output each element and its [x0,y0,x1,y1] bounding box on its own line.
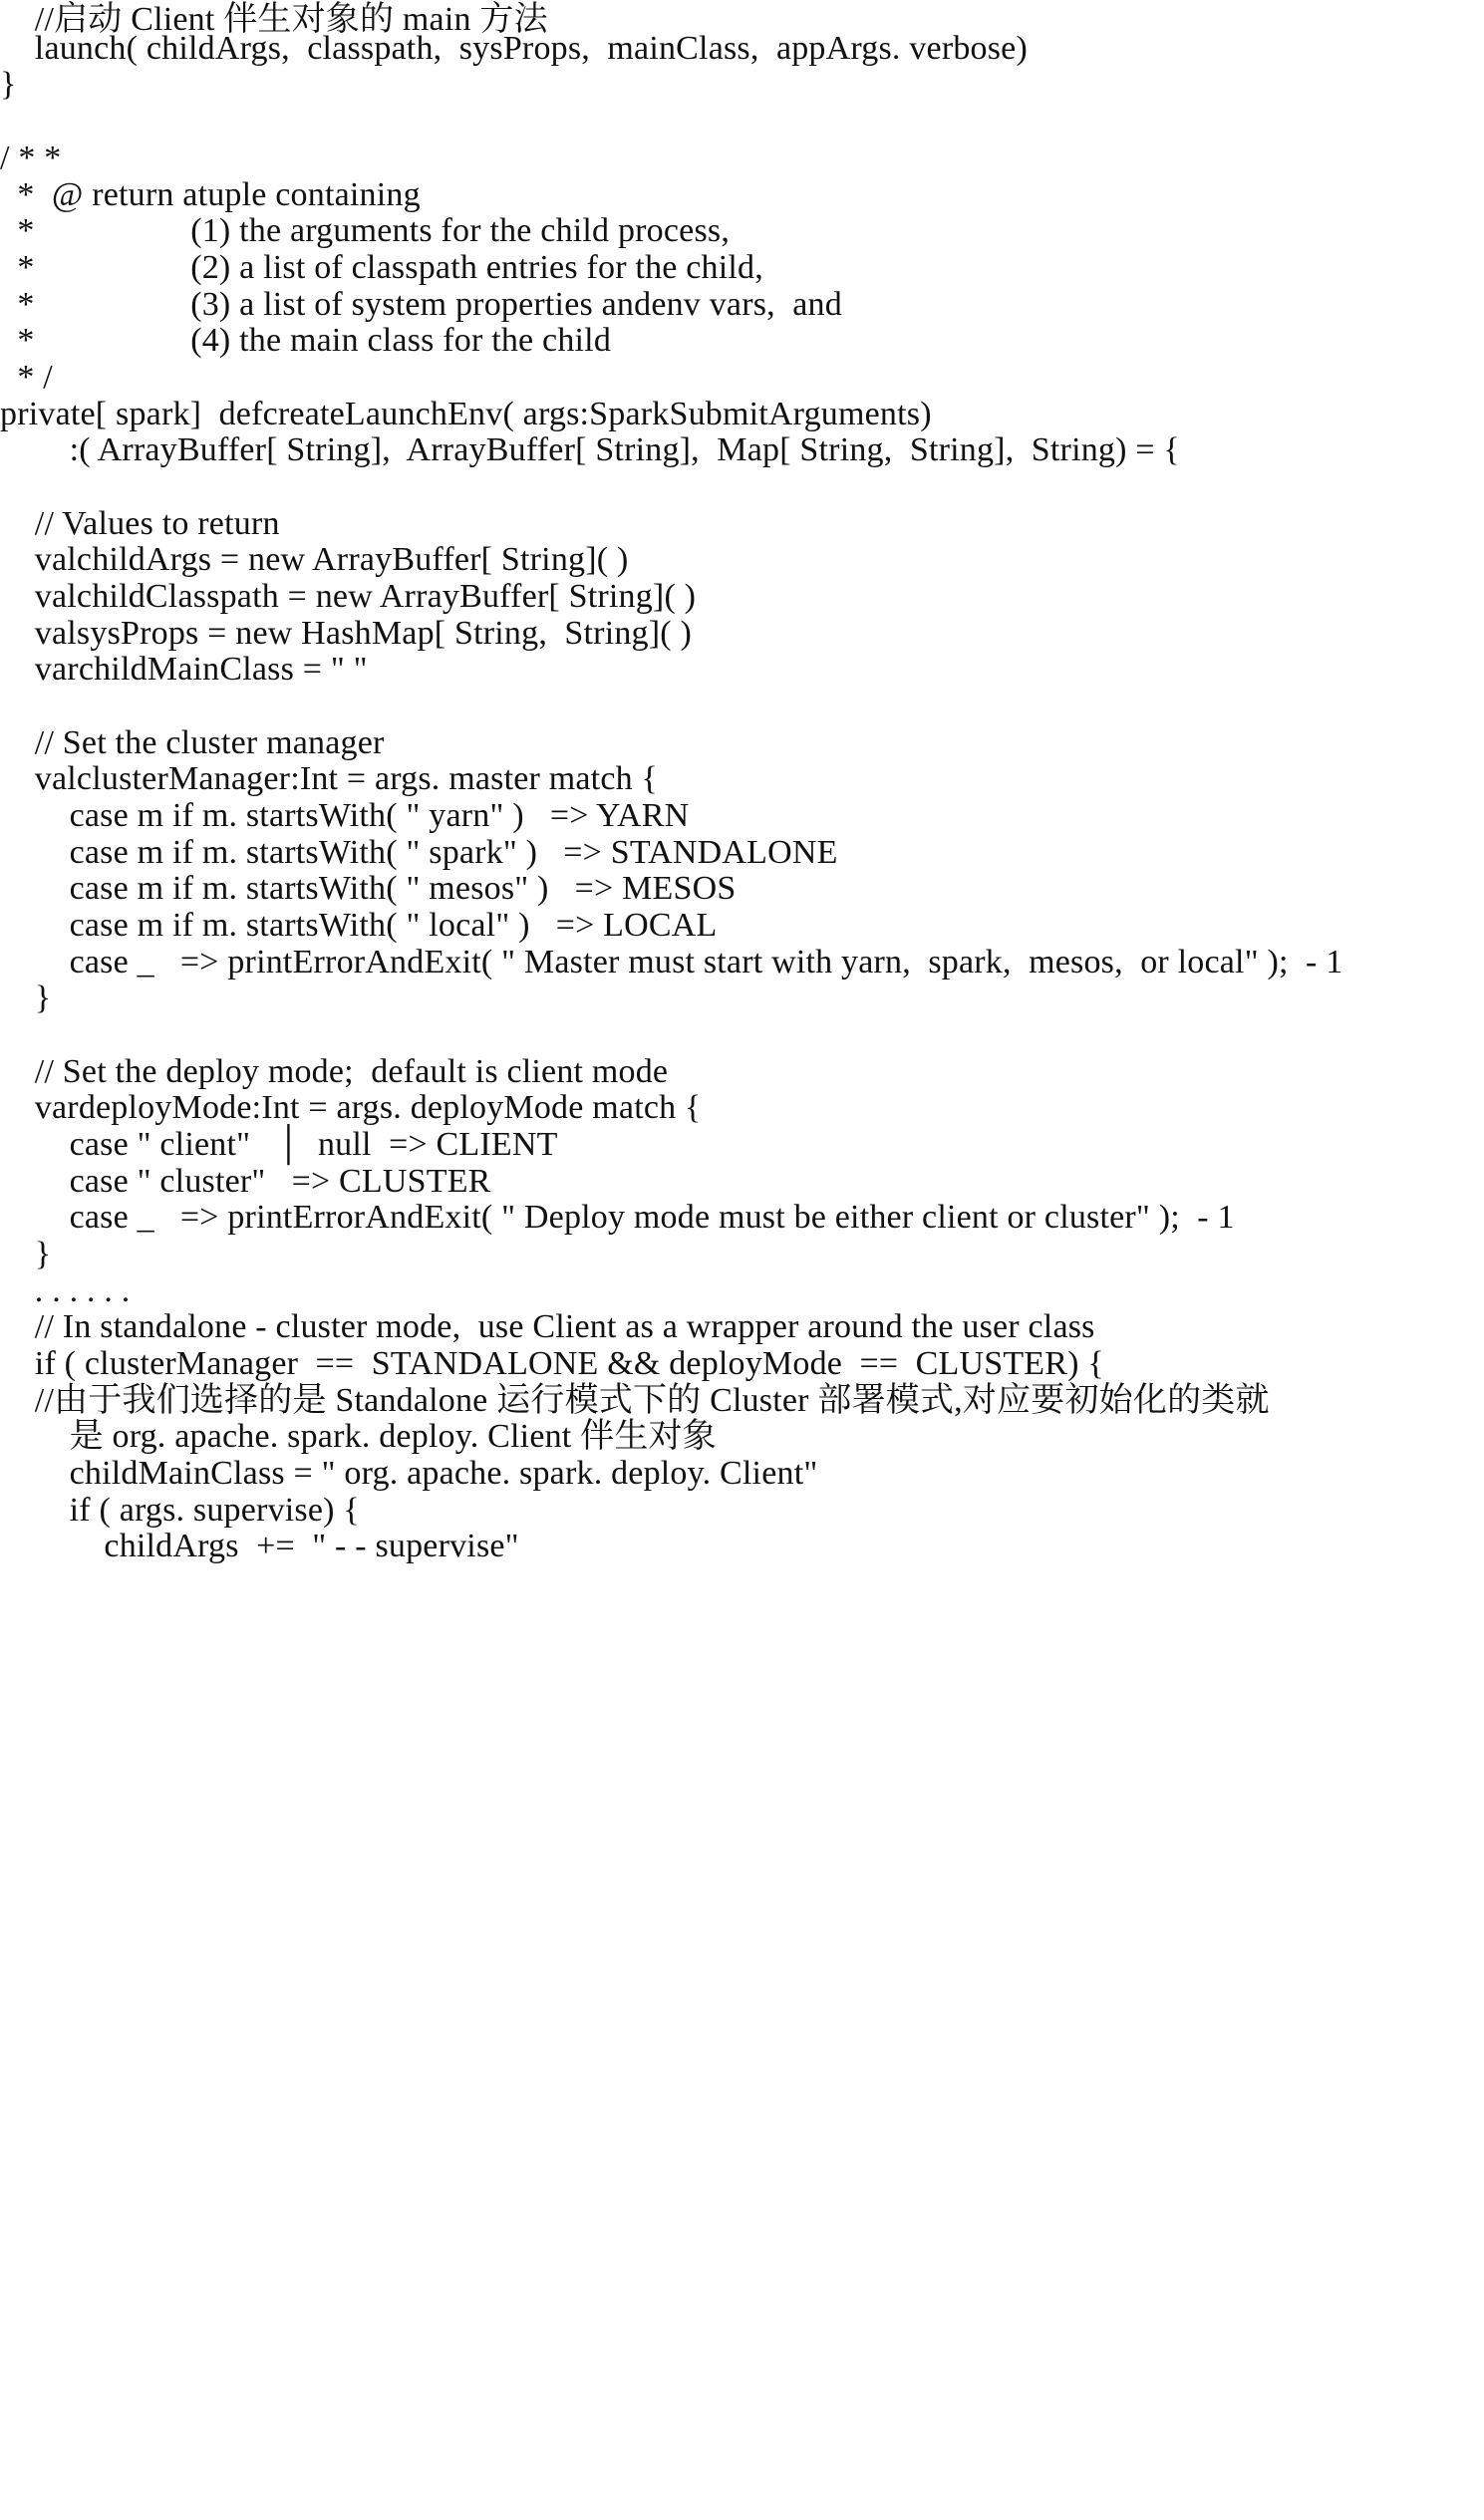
code-line: * (3) a list of system properties andenv vars, and [0,286,842,323]
code-line: //启动 Client 伴生对象的 main 方法 [0,1,548,38]
code-line: case " client" │ null => CLIENT [0,1126,558,1163]
code-line: } [0,66,17,103]
code-line: } [0,1236,52,1272]
code-line: launch( childArgs, classpath, sysProps, mainClass, appArgs. verbose) [0,30,1028,67]
code-line: case _ => printErrorAndExit( " Deploy mode must be either client or cluster" ); - 1 [0,1199,1235,1236]
code-line: // Values to return [0,505,280,542]
code-line: childMainClass = " org. apache. spark. deploy. Client" [0,1455,818,1492]
code-line: } [0,980,52,1016]
code-line: * @ return atuple containing [0,176,421,213]
code-line: * (2) a list of classpath entries for the child, [0,249,763,286]
code-line: // Set the deploy mode; default is client mode [0,1053,669,1090]
code-line: valsysProps = new HashMap[ String, String]( ) [0,615,693,652]
code-line: . . . . . . [0,1272,131,1309]
code-line: valchildArgs = new ArrayBuffer[ String]( ) [0,541,629,578]
code-line: valclusterManager:Int = args. master match { [0,760,659,797]
code-line: vardeployMode:Int = args. deployMode match { [0,1089,702,1126]
code-line: :( ArrayBuffer[ String], ArrayBuffer[ String], Map[ String, String], String) = { [0,431,1180,468]
code-line: //由于我们选择的是 Standalone 运行模式下的 Cluster 部署模式,对应要初始化的类就 [0,1382,1270,1419]
code-line: private[ spark] defcreateLaunchEnv( args:SparkSubmitArguments) [0,396,932,432]
code-line: * (1) the arguments for the child process, [0,212,731,249]
code-line: // Set the cluster manager [0,724,385,761]
code-line: varchildMainClass = " " [0,651,368,688]
code-line: case " cluster" => CLUSTER [0,1163,491,1200]
code-line: case m if m. startsWith( " yarn" ) => YARN [0,797,690,834]
code-line: childArgs += " - - supervise" [0,1528,519,1564]
code-line: valchildClasspath = new ArrayBuffer[ String]( ) [0,578,697,615]
code-line: if ( clusterManager == STANDALONE && deployMode == CLUSTER) { [0,1345,1104,1382]
code-line: case m if m. startsWith( " local" ) => LOCAL [0,907,718,944]
code-line: if ( args. supervise) { [0,1492,360,1529]
code-line: case m if m. startsWith( " mesos" ) => MESOS [0,870,737,907]
code-line: case m if m. startsWith( " spark" ) => STANDALONE [0,834,838,871]
code-line: case _ => printErrorAndExit( " Master must start with yarn, spark, mesos, or local" ); - 1 [0,944,1343,980]
code-line: * / [0,359,53,396]
code-line: // In standalone - cluster mode, use Client as a wrapper around the user class [0,1308,1095,1345]
code-line: 是 org. apache. spark. deploy. Client 伴生对象 [0,1418,717,1455]
code-line: / * * [0,140,62,176]
code-line: * (4) the main class for the child [0,322,612,359]
